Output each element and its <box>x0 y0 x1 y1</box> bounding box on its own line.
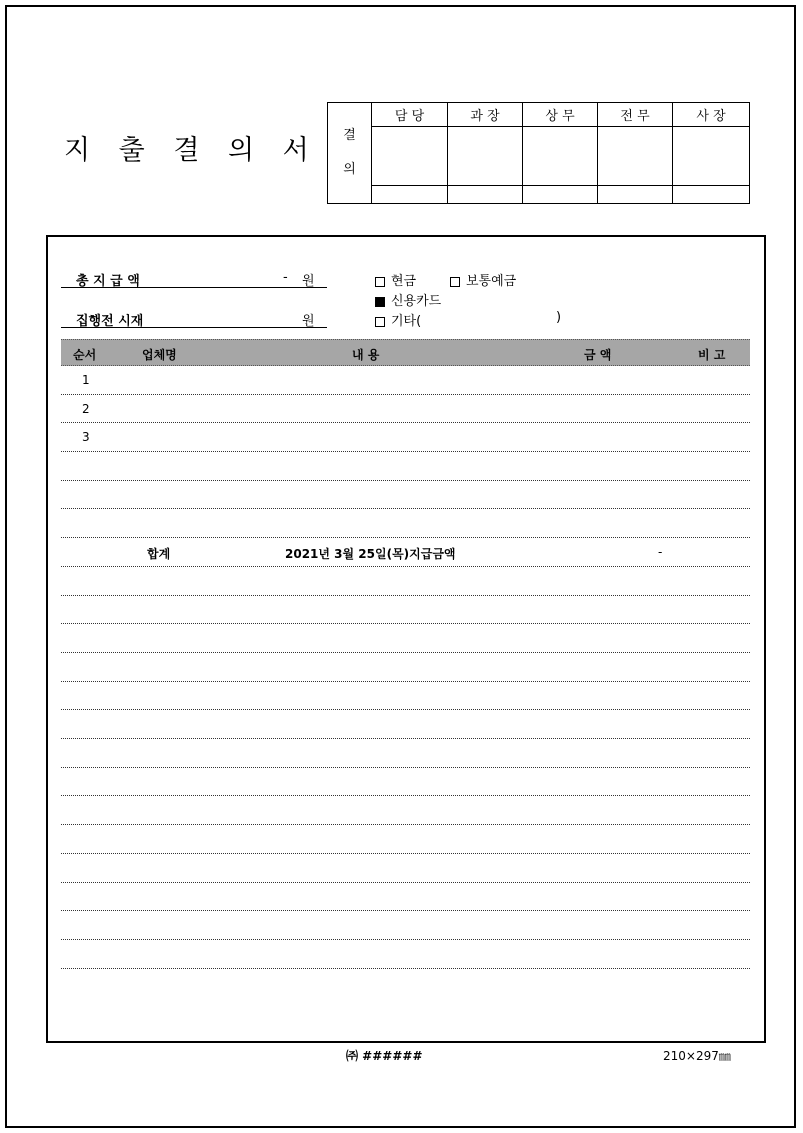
signature-cell[interactable] <box>372 127 448 186</box>
signature-cell[interactable] <box>673 127 750 186</box>
empty-row[interactable] <box>61 653 750 682</box>
approval-table <box>327 102 750 204</box>
paper-size: 210×297㎜ <box>663 1049 731 1063</box>
date-cell[interactable] <box>448 186 523 204</box>
signature-cell[interactable] <box>448 127 523 186</box>
col-amount: 금 액 <box>584 348 612 362</box>
table-row[interactable] <box>61 423 750 452</box>
row-number: 3 <box>82 430 90 445</box>
approval-side-label: 결 의 <box>328 103 372 204</box>
table-row[interactable] <box>61 510 750 539</box>
empty-row[interactable] <box>61 710 750 739</box>
approval-col-head: 상 무 <box>523 103 598 127</box>
checkbox-checked-icon <box>375 297 385 307</box>
empty-row[interactable] <box>61 739 750 768</box>
approval-col-head: 전 무 <box>598 103 673 127</box>
approval-col-head: 담 당 <box>372 103 448 127</box>
date-cell[interactable] <box>523 186 598 204</box>
empty-row[interactable] <box>61 825 750 854</box>
empty-row[interactable] <box>61 768 750 797</box>
date-cell[interactable] <box>598 186 673 204</box>
empty-row[interactable] <box>61 567 750 596</box>
empty-row[interactable] <box>61 854 750 883</box>
total-label: 총 지 급 액 <box>76 274 140 289</box>
col-vendor: 업체명 <box>142 348 177 362</box>
divider <box>61 287 327 288</box>
checkbox-icon <box>450 277 460 287</box>
approval-col-head: 사 장 <box>673 103 750 127</box>
empty-row[interactable] <box>61 624 750 653</box>
divider <box>61 327 327 328</box>
option-other[interactable]: 기타( <box>375 310 421 329</box>
balance-label: 집행전 시재 <box>76 314 144 329</box>
table-row[interactable] <box>61 481 750 510</box>
row-number: 1 <box>82 373 90 387</box>
total-value: - <box>283 270 288 285</box>
option-deposit[interactable]: 보통예금 <box>450 270 516 289</box>
option-card[interactable]: 신용카드 <box>375 290 441 309</box>
row-number: 2 <box>82 401 90 416</box>
approval-col-head: 과 장 <box>448 103 523 127</box>
total-unit: 원 <box>302 274 315 289</box>
empty-row[interactable] <box>61 911 750 940</box>
total-row-amount: - <box>658 545 663 560</box>
table-header <box>61 339 750 366</box>
balance-unit: 원 <box>302 314 315 329</box>
table-row[interactable] <box>61 452 750 481</box>
empty-row[interactable] <box>61 883 750 912</box>
empty-row[interactable] <box>61 797 750 826</box>
col-no: 순서 <box>73 348 97 362</box>
empty-row[interactable] <box>61 940 750 969</box>
signature-cell[interactable] <box>598 127 673 186</box>
option-other-close: ) <box>556 310 562 325</box>
empty-row[interactable] <box>61 596 750 625</box>
table-row[interactable] <box>61 366 750 395</box>
signature-cell[interactable] <box>523 127 598 186</box>
col-note: 비 고 <box>698 348 726 362</box>
col-content: 내 용 <box>352 348 380 362</box>
option-cash[interactable]: 현금 <box>375 270 416 289</box>
checkbox-icon <box>375 317 385 327</box>
total-row <box>61 538 750 567</box>
total-row-date: 2021년 3월 25일(목)지급금액 <box>285 547 456 562</box>
total-row-label: 합계 <box>147 547 171 562</box>
company-name: ㈜ ###### <box>346 1049 423 1063</box>
empty-row[interactable] <box>61 682 750 711</box>
checkbox-icon <box>375 277 385 287</box>
table-row[interactable] <box>61 395 750 424</box>
date-cell[interactable] <box>673 186 750 204</box>
date-cell[interactable] <box>372 186 448 204</box>
page-title: 지 출 결 의 서 <box>64 135 319 166</box>
